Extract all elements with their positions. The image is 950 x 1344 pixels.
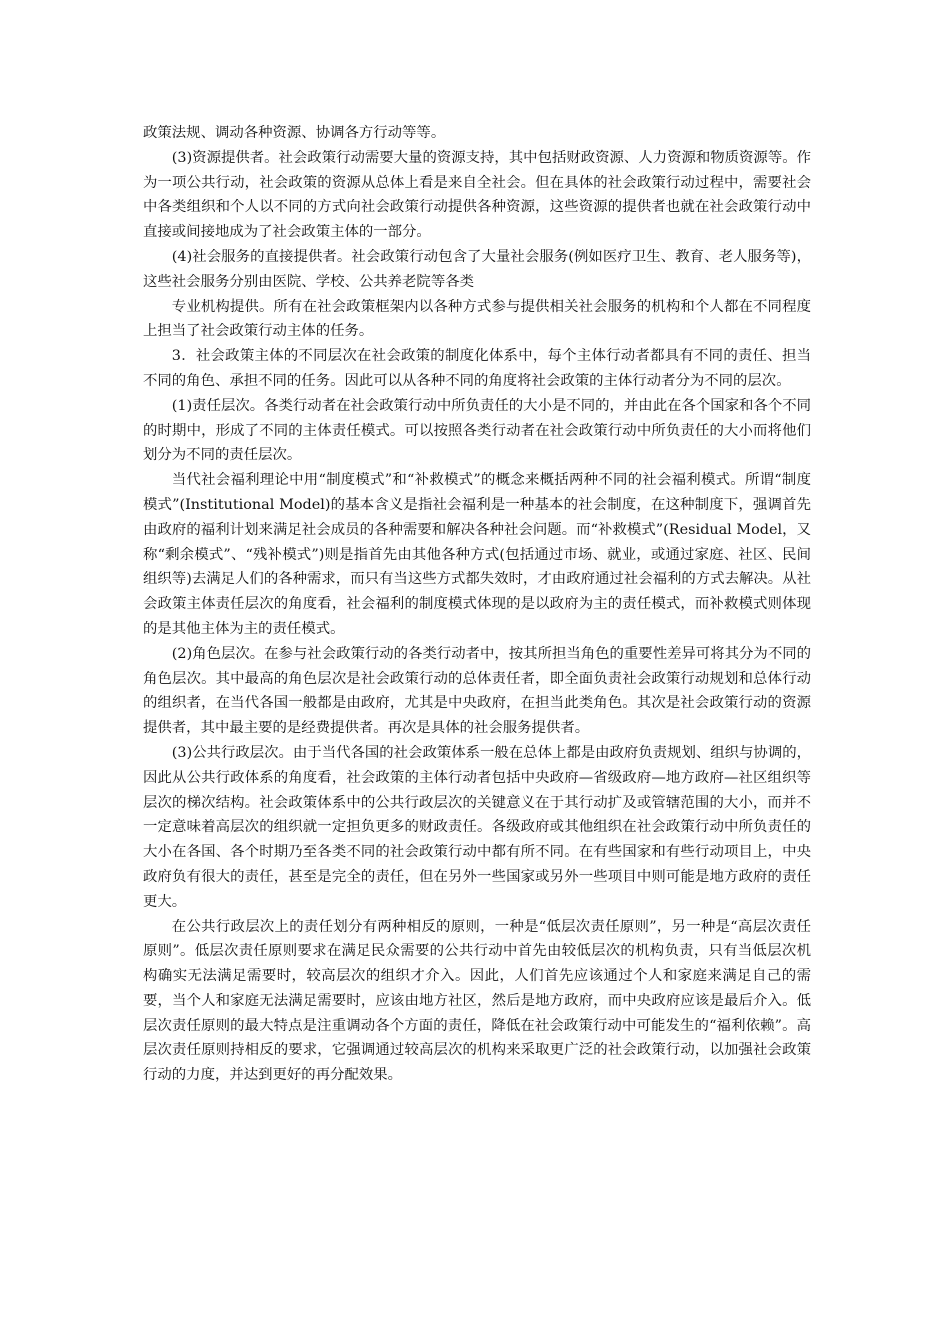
paragraph-resource-providers: (3)资源提供者。社会政策行动需要大量的资源支持，其中包括财政资源、人力资源和物质资源等。作为一项公共行动，社会政策的资源从总体上看是来自全社会。但在具体的社会政策行动过程中，需要社会中各类组织和个人以不同的方式向社会政策行动提供各种资源，这些资源的提供者也就在社会政策行动中直接或间接地成为了社会政策主体的一部分。 (143, 149, 811, 241)
paragraph-responsibility-level: (1)责任层次。各类行动者在社会政策行动中所负责任的大小是不同的，并由此在各个国家和各个不同的时期中，形成了不同的主体责任模式。可以按照各类行动者在社会政策行动中所负责任的大小而将他们划分为不同的责任层次。 (143, 397, 811, 464)
paragraph-responsibility-principles: 在公共行政层次上的责任划分有两种相反的原则，一种是“低层次责任原则”，另一种是“高层次责任原则”。低层次责任原则要求在满足民众需要的公共行动中首先由较低层次的机构负责，只有当低层次机构确实无法满足需要时，较高层次的组织才介入。因此，人们首先应该通过个人和家庭来满足自己的需要，当个人和家庭无法满足需要时，应该由地方社区，然后是地方政府，而中央政府应该是最后介入。低层次责任原则的最大特点是注重调动各个方面的责任，降低在社会政策行动中可能发生的“福利依赖”。高层次责任原则持相反的要求，它强调通过较高层次的机构来采取更广泛的社会政策行动，以加强社会政策行动的力度，并达到更好的再分配效果。 (143, 918, 811, 1084)
paragraph-subject-levels: 3．社会政策主体的不同层次在社会政策的制度化体系中，每个主体行动者都具有不同的责任、担当不同的角色、承担不同的任务。因此可以从各种不同的角度将社会政策的主体行动者分为不同的层次。 (143, 348, 811, 389)
document-body (143, 121, 811, 1088)
paragraph-public-administration-level: (3)公共行政层次。由于当代各国的社会政策体系一般在总体上都是由政府负责规划、组织与协调的，因此从公共行政体系的角度看，社会政策的主体行动者包括中央政府—省级政府—地方政府—社区组织等层次的梯次结构。社会政策体系中的公共行政层次的关键意义在于其行动扩及或管辖范围的大小，而并不一定意味着高层次的组织就一定担负更多的财政责任。各级政府或其他组织在社会政策行动中所负责任的大小在各国、各个时期乃至各类不同的社会政策行动中都有所不同。在有些国家和有些行动项目上，中央政府负有很大的责任，甚至是完全的责任，但在另外一些国家或另外一些项目中则可能是地方政府的责任更大。 (143, 744, 811, 910)
paragraph-professional-institutions: 专业机构提供。所有在社会政策框架内以各种方式参与提供相关社会服务的机构和个人都在不同程度上担当了社会政策行动主体的任务。 (143, 298, 811, 340)
paragraph-service-providers: (4)社会服务的直接提供者。社会政策行动包含了大量社会服务(例如医疗卫生、教育、老人服务等)，这些社会服务分别由医院、学校、公共养老院等各类 (143, 248, 811, 290)
paragraph-continuation: 政策法规、调动各种资源、协调各方行动等等。 (143, 125, 446, 141)
paragraph-role-level: (2)角色层次。在参与社会政策行动的各类行动者中，按其所担当角色的重要性差异可将其分为不同的角色层次。其中最高的角色层次是社会政策行动的总体责任者，即全面负责社会政策行动规划和总体行动的组织者，在当代各国一般都是由政府，尤其是中央政府，在担当此类角色。其次是社会政策行动的资源提供者，其中最主要的是经费提供者。再次是具体的社会服务提供者。 (143, 645, 811, 737)
paragraph-welfare-models: 当代社会福利理论中用“制度模式”和“补救模式”的概念来概括两种不同的社会福利模式。所谓“制度模式”(Institutional Model)的基本含义是指社会福利是一种基本的社会制度，在这种制度下，强调首先由政府的福利计划来满足社会成员的各种需要和解决各种社会问题。而“补救模式”(Residual Model，又称“剩余模式”、“残补模式”)则是指首先由其他各种方式(包括通过市场、就业，或通过家庭、社区、民间组织等)去满足人们的各种需求，而只有当这些方式都失效时，才由政府通过社会福利的方式去解决。从社会政策主体责任层次的角度看，社会福利的制度模式体现的是以政府为主的责任模式，而补救模式则体现的是其他主体为主的责任模式。 (143, 472, 811, 637)
